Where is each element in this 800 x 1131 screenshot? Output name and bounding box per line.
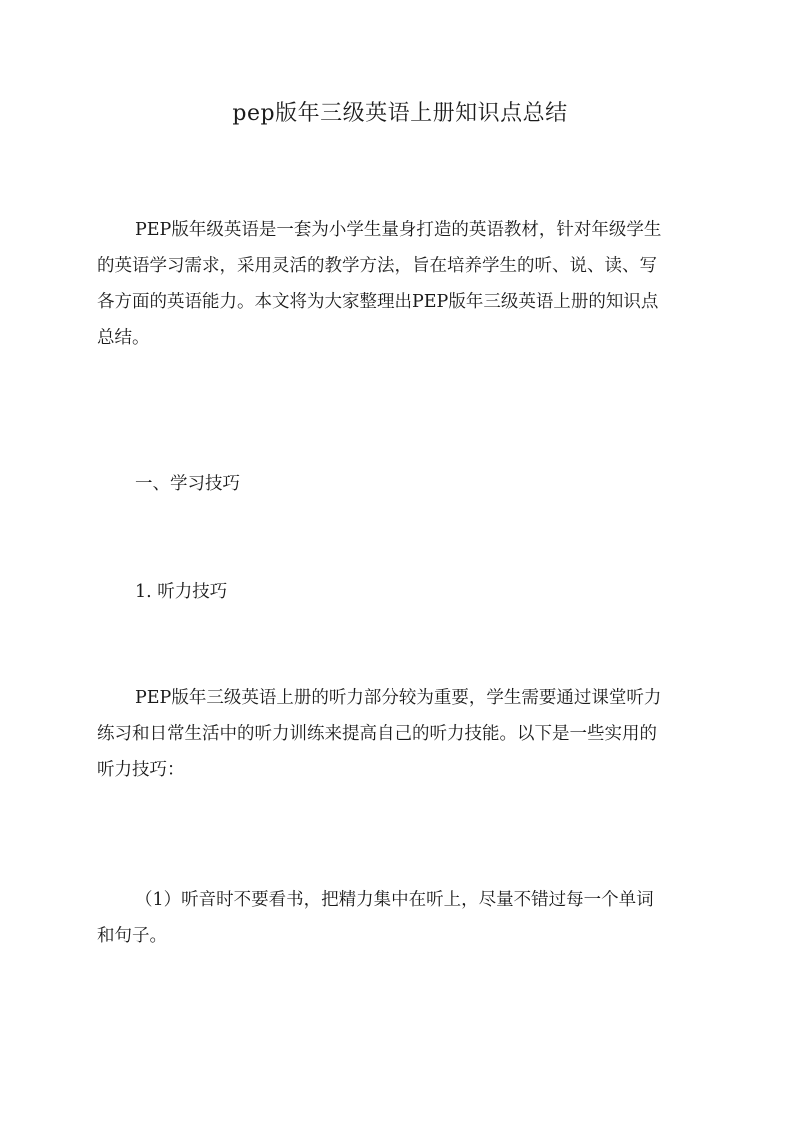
section-heading — [97, 466, 703, 502]
listening-paragraph — [97, 680, 703, 788]
tip-item-1 — [97, 882, 703, 954]
intro-paragraph — [97, 212, 703, 356]
document-title: pep版年三级英语上册知识点总结 — [232, 101, 568, 126]
section-heading-text: 一、学习技巧 — [135, 474, 240, 494]
intro-line-4: 总结。 — [97, 328, 150, 348]
tip-item-1-line-1: （1）听音时不要看书，把精力集中在听上，尽量不错过每一个单词 — [135, 890, 654, 910]
intro-line-1: PEP版年级英语是一套为小学生量身打造的英语教材，针对年级学生 — [135, 220, 662, 240]
listening-line-3: 听力技巧： — [97, 760, 185, 780]
listening-line-1: PEP版年三级英语上册的听力部分较为重要，学生需要通过课堂听力 — [135, 688, 662, 708]
intro-line-2: 的英语学习需求，采用灵活的教学方法，旨在培养学生的听、说、读、写 — [97, 256, 657, 276]
intro-line-3: 各方面的英语能力。本文将为大家整理出PEP版年三级英语上册的知识点 — [97, 292, 659, 312]
subsection-heading-text: 1. 听力技巧 — [135, 582, 228, 602]
subsection-heading — [97, 574, 703, 610]
tip-item-1-line-2: 和句子。 — [97, 926, 167, 946]
listening-line-2: 练习和日常生活中的听力训练来提高自己的听力技能。以下是一些实用的 — [97, 724, 657, 744]
